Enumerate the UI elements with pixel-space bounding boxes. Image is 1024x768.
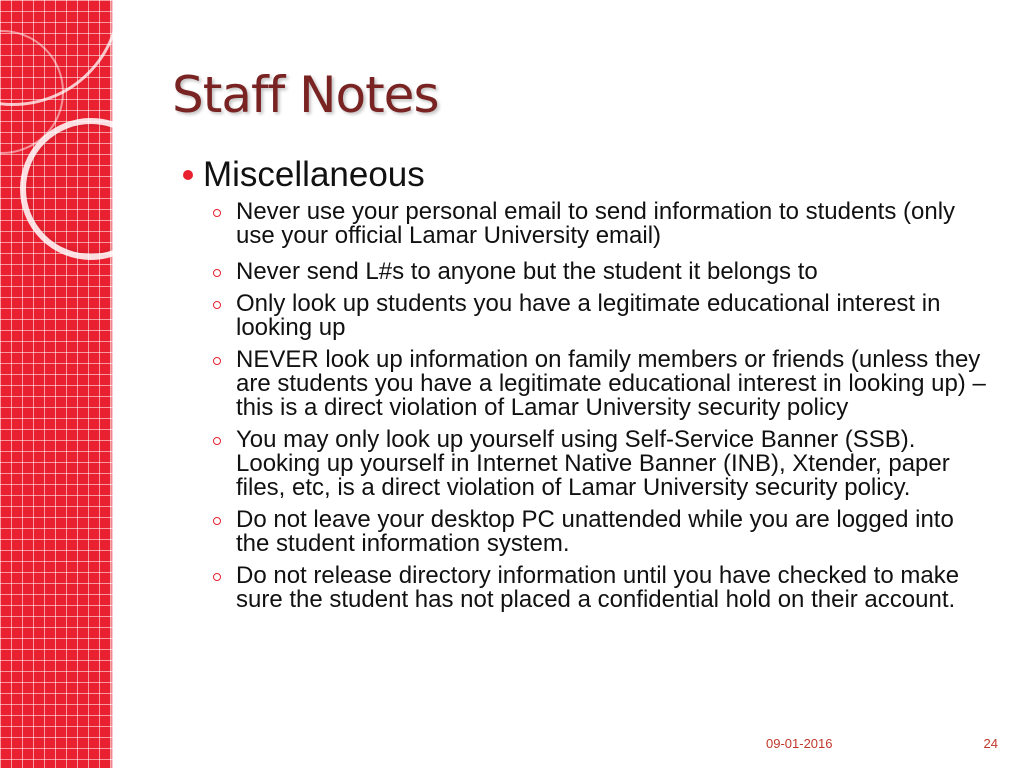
circle-bullet-icon	[213, 437, 221, 445]
list-item: Do not leave your desktop PC unattended while you are logged into the student information system.	[213, 508, 993, 556]
section-heading-text: Miscellaneous	[203, 155, 425, 194]
page-number: 24	[983, 736, 998, 751]
circle-bullet-icon	[213, 573, 221, 581]
circle-bullet-icon	[213, 269, 221, 277]
list-item: Never use your personal email to send information to students (only use your official Lamar University email)	[213, 200, 993, 248]
circle-bullet-icon	[213, 517, 221, 525]
circle-bullet-icon	[213, 357, 221, 365]
list-item: Never send L#s to anyone but the student it belongs to	[213, 260, 993, 284]
list-item: Only look up students you have a legitimate educational interest in looking up	[213, 292, 993, 340]
bullet-icon	[183, 170, 193, 180]
list-item: NEVER look up information on family members or friends (unless they are students you have a legitimate educational interest in looking up) – this is a direct violation of Lamar University security policy	[213, 348, 993, 420]
circle-bullet-icon	[213, 301, 221, 309]
circle-bullet-icon	[213, 209, 221, 217]
section-heading	[183, 154, 993, 196]
footer-date: 09-01-2016	[766, 736, 833, 751]
slide-content	[183, 154, 993, 620]
slide-title: Staff Notes	[172, 66, 439, 124]
list-item: You may only look up yourself using Self-Service Banner (SSB). Looking up yourself in Internet Native Banner (INB), Xtender, paper files, etc, is a direct violation of Lamar University security policy.	[213, 428, 993, 500]
decorative-side-band	[0, 0, 113, 768]
list-item: Do not release directory information until you have checked to make sure the student has not placed a confidential hold on their account.	[213, 564, 993, 612]
bullet-list	[183, 200, 993, 612]
